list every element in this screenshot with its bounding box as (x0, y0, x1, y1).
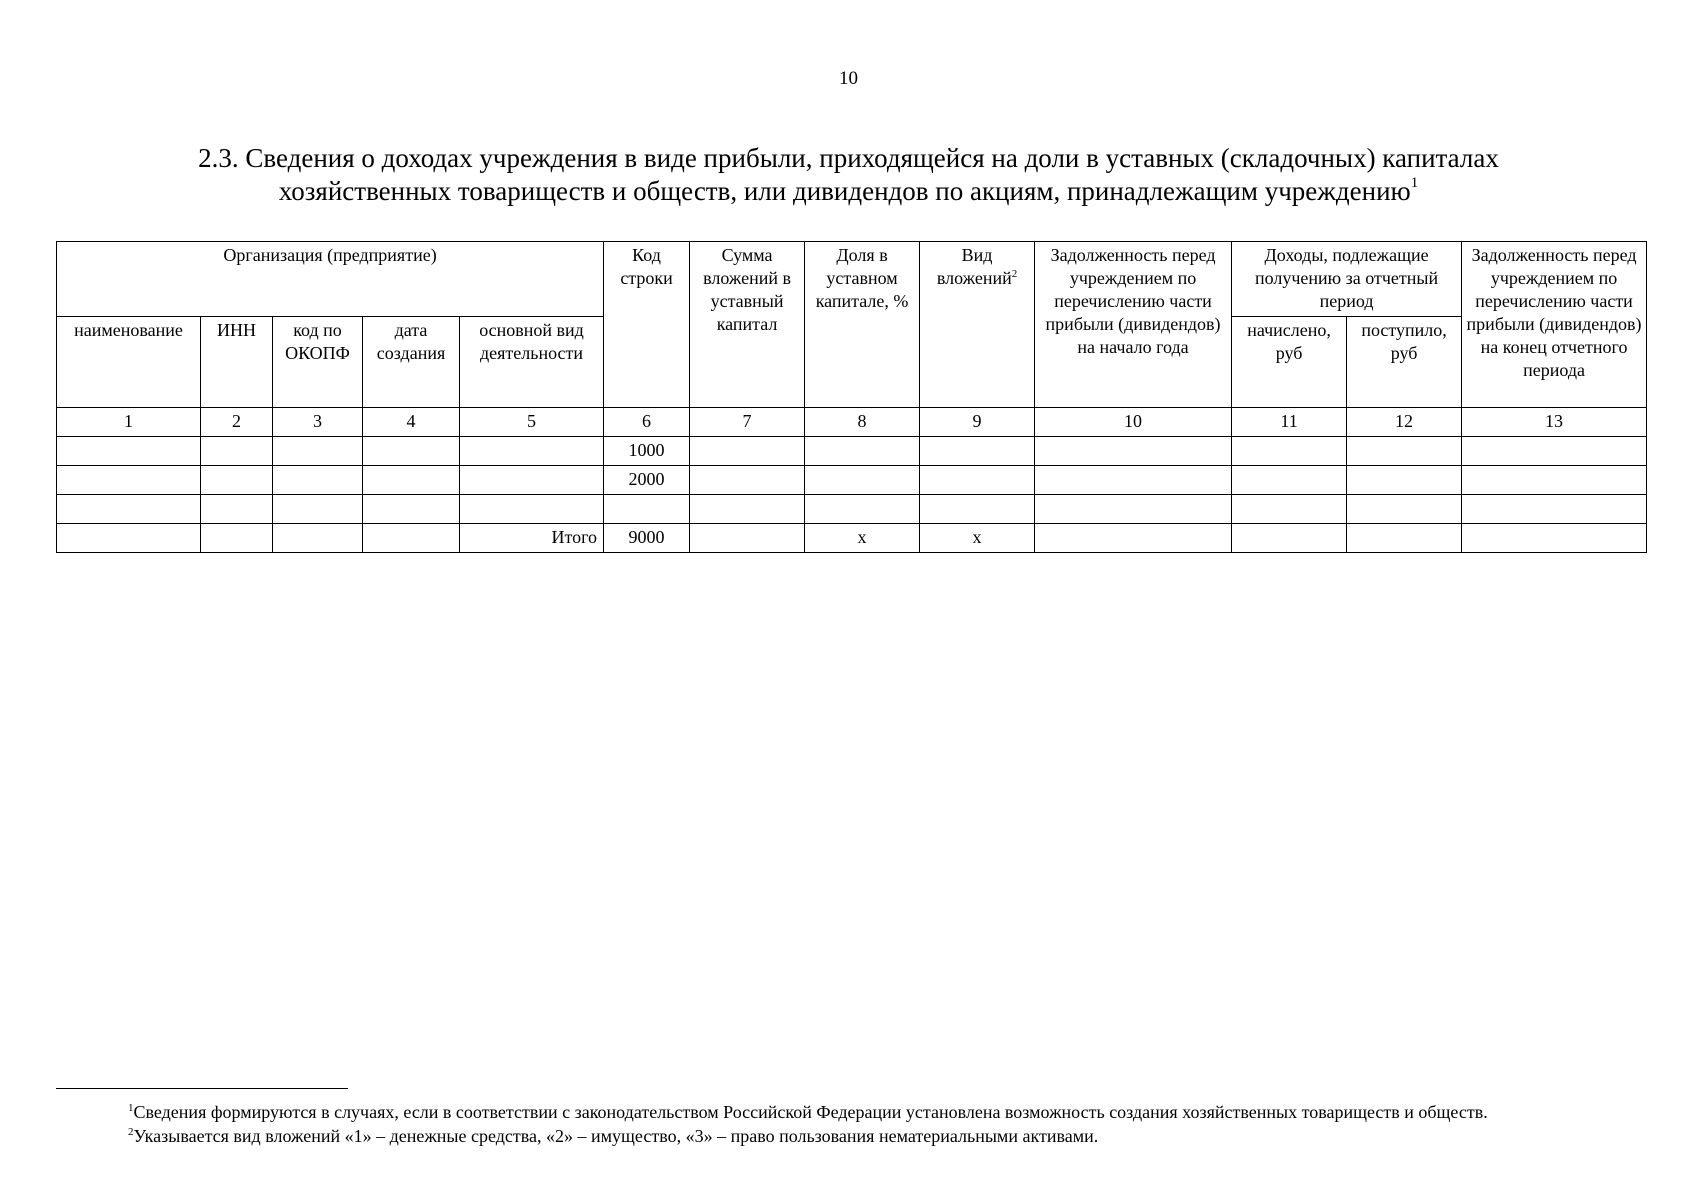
table-cell[interactable] (1035, 495, 1232, 524)
header-line-code: Код строки (604, 242, 690, 408)
total-share: x (805, 524, 920, 553)
table-cell[interactable] (1035, 437, 1232, 466)
table-cell[interactable] (273, 495, 363, 524)
table-cell: 2000 (604, 466, 690, 495)
total-received[interactable] (1347, 524, 1462, 553)
table-cell[interactable] (690, 437, 805, 466)
footnote-divider (56, 1088, 348, 1089)
column-number: 10 (1035, 408, 1232, 437)
total-type: x (920, 524, 1035, 553)
column-number: 9 (920, 408, 1035, 437)
table-cell[interactable] (1232, 466, 1347, 495)
table-cell[interactable] (201, 466, 273, 495)
table-cell[interactable] (1035, 466, 1232, 495)
header-accrued: начислено, руб (1232, 317, 1347, 408)
title-line-1: 2.3. Сведения о доходах учреждения в виде прибыли, приходящейся на доли в уставных (складочных) капиталах (198, 143, 1499, 173)
column-number: 1 (57, 408, 201, 437)
table-cell[interactable] (920, 495, 1035, 524)
table-cell[interactable] (363, 466, 460, 495)
table-cell[interactable] (1462, 466, 1647, 495)
table-cell[interactable] (460, 495, 604, 524)
total-accrued[interactable] (1232, 524, 1347, 553)
header-investment-type-mark: 2 (1011, 268, 1018, 280)
total-code: 9000 (604, 524, 690, 553)
table-cell[interactable] (363, 495, 460, 524)
table-cell[interactable] (460, 466, 604, 495)
column-number: 11 (1232, 408, 1347, 437)
table-cell[interactable] (805, 437, 920, 466)
table-cell (57, 524, 201, 553)
table-cell[interactable] (1462, 495, 1647, 524)
table-cell[interactable] (1347, 495, 1462, 524)
header-investment-sum: Сумма вложений в уставный капитал (690, 242, 805, 408)
table-cell[interactable] (1462, 437, 1647, 466)
table-cell[interactable] (57, 466, 201, 495)
section-title (100, 142, 1597, 208)
header-activity: основной вид деятельности (460, 317, 604, 408)
table-cell: 1000 (604, 437, 690, 466)
table-cell[interactable] (920, 437, 1035, 466)
column-number: 8 (805, 408, 920, 437)
header-okopf: код по ОКОПФ (273, 317, 363, 408)
table-cell[interactable] (57, 495, 201, 524)
header-row-1 (57, 242, 1647, 317)
header-organization: Организация (предприятие) (57, 242, 604, 317)
page-number: 10 (839, 68, 858, 89)
table-cell[interactable] (201, 495, 273, 524)
footnote-2-text: Указывается вид вложений «1» – денежные средства, «2» – имущество, «3» – право пользования нематериальными активами. (133, 1126, 1099, 1146)
table-cell (363, 524, 460, 553)
column-number: 13 (1462, 408, 1647, 437)
table-cell[interactable] (1347, 466, 1462, 495)
title-line-2: хозяйственных товариществ и обществ, или дивидендов по акциям, принадлежащим учреждению (278, 176, 1411, 206)
header-income: Доходы, подлежащие получению за отчетный период (1232, 242, 1462, 317)
header-share: Доля в уставном капитале, % (805, 242, 920, 408)
table-cell[interactable] (363, 437, 460, 466)
footnote-2 (128, 1126, 1098, 1147)
column-number-row (57, 408, 1647, 437)
total-row (57, 524, 1647, 553)
total-investment-sum[interactable] (690, 524, 805, 553)
footnote-1-text: Сведения формируются в случаях, если в соответствии с законодательством Российской Федерации установлена возможность создания хозяйственных товариществ и обществ. (133, 1102, 1488, 1122)
footnote-1-mark: 1 (128, 1102, 134, 1114)
table-cell[interactable] (273, 466, 363, 495)
column-number: 6 (604, 408, 690, 437)
table-cell[interactable] (690, 466, 805, 495)
table-cell[interactable] (1232, 437, 1347, 466)
column-number: 4 (363, 408, 460, 437)
income-table (56, 241, 1647, 553)
table-cell[interactable] (920, 466, 1035, 495)
table-cell (273, 524, 363, 553)
table-cell[interactable] (1347, 437, 1462, 466)
table-cell[interactable] (805, 466, 920, 495)
table-cell[interactable] (273, 437, 363, 466)
header-investment-type-label: Вид вложений (936, 245, 1012, 288)
table-cell[interactable] (690, 495, 805, 524)
header-investment-type (920, 242, 1035, 408)
table-cell[interactable] (57, 437, 201, 466)
column-number: 7 (690, 408, 805, 437)
table-cell[interactable] (1232, 495, 1347, 524)
table-cell (201, 524, 273, 553)
footnote-2-mark: 2 (128, 1126, 134, 1138)
header-created: дата создания (363, 317, 460, 408)
total-label: Итого (460, 524, 604, 553)
table-cell[interactable] (460, 437, 604, 466)
header-name: наименование (57, 317, 201, 408)
table-row (57, 495, 1647, 524)
header-inn: ИНН (201, 317, 273, 408)
table-row (57, 466, 1647, 495)
header-debt-end: Задолженность перед учреждением по перечислению части прибыли (дивидендов) на конец отчетного периода (1462, 242, 1647, 408)
table-cell[interactable] (805, 495, 920, 524)
total-debt-end[interactable] (1462, 524, 1647, 553)
total-debt-start[interactable] (1035, 524, 1232, 553)
header-received: поступило, руб (1347, 317, 1462, 408)
footnote-1 (128, 1102, 1488, 1123)
header-debt-start: Задолженность перед учреждением по перечислению части прибыли (дивидендов) на начало года (1035, 242, 1232, 408)
column-number: 5 (460, 408, 604, 437)
column-number: 3 (273, 408, 363, 437)
table-cell[interactable] (201, 437, 273, 466)
column-number: 2 (201, 408, 273, 437)
column-number: 12 (1347, 408, 1462, 437)
title-footnote-mark: 1 (1410, 175, 1419, 191)
table-cell[interactable] (604, 495, 690, 524)
table-row (57, 437, 1647, 466)
